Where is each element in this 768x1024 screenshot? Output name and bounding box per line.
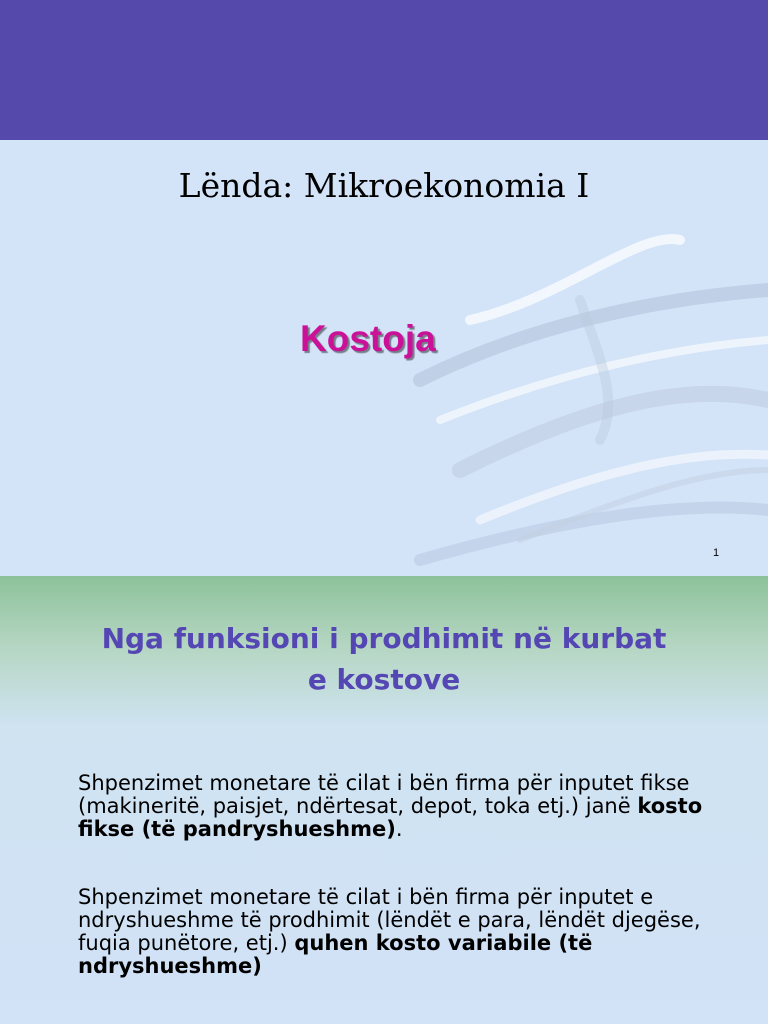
- slide-heading: [0, 618, 768, 700]
- paragraph-fixed-costs-bold: kosto fikse (të pandryshueshme): [78, 794, 703, 841]
- paragraph-fixed-costs-end: .: [395, 817, 403, 841]
- paragraph-variable-costs-bold: quhen kosto variabile (të ndryshueshme): [78, 931, 593, 978]
- paragraph-fixed-costs-text: Shpenzimet monetare të cilat i bën firma për inputet fikse (makineritë, paisjet, ndërtesat, depot, toka etj.) janë: [78, 771, 690, 818]
- subject-title: Lënda: Mikroekonomia I: [178, 166, 590, 205]
- paragraph-variable-costs: [78, 886, 718, 978]
- slide-heading-line-2: e kostove: [307, 663, 461, 696]
- slide-2: [0, 576, 768, 1024]
- slide-heading-line-1: Nga funksioni i prodhimit në kurbat: [101, 622, 667, 655]
- paragraph-fixed-costs: [78, 772, 718, 841]
- page-number: 1: [713, 547, 720, 559]
- main-title: Kostoja: [300, 318, 436, 359]
- paragraph-variable-costs-text: Shpenzimet monetare të cilat i bën firma për inputet e ndryshueshme të prodhimit (lëndët e para, lëndët djegëse, fuqia punëtore, etj.): [78, 885, 701, 955]
